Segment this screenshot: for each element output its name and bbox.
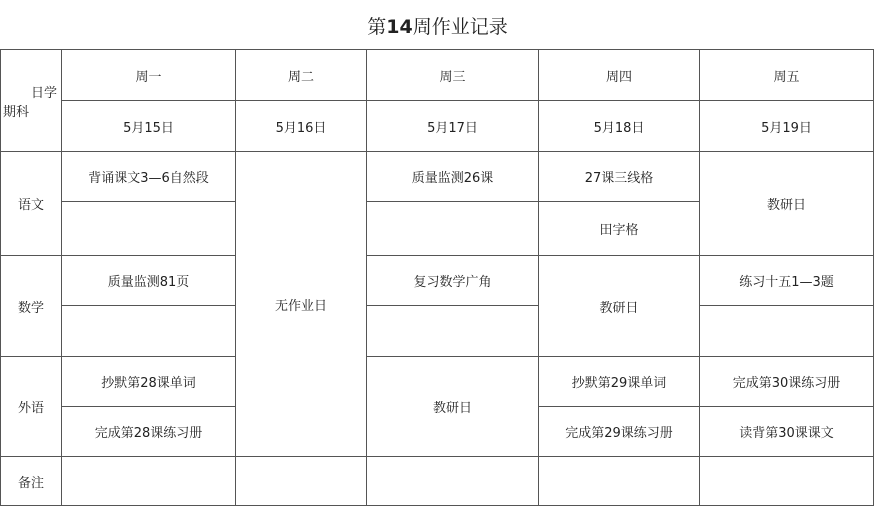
subject-english: 外语	[1, 357, 62, 457]
cell-mon-math-1: 质量监测81页	[62, 256, 236, 306]
subject-notes: 备注	[1, 457, 62, 506]
cell-mon-math-2	[62, 306, 236, 357]
cell-wed-english: 教研日	[367, 357, 539, 457]
cell-thu-chinese-2: 田字格	[539, 202, 700, 256]
cell-mon-chinese-2	[62, 202, 236, 256]
cell-mon-english-2: 完成第28课练习册	[62, 407, 236, 457]
corner-date-label: 期科	[3, 105, 30, 120]
subject-math: 数学	[1, 256, 62, 357]
page-title	[0, 12, 875, 39]
day-header-mon: 周一	[62, 50, 236, 101]
cell-thu-notes	[539, 457, 700, 506]
subject-chinese: 语文	[1, 152, 62, 256]
date-mon: 5月15日	[62, 101, 236, 152]
cell-wed-chinese-2	[367, 202, 539, 256]
cell-fri-english-1: 完成第30课练习册	[700, 357, 874, 407]
date-thu: 5月18日	[539, 101, 700, 152]
title-suffix: 周作业记录	[412, 16, 508, 38]
day-header-fri: 周五	[700, 50, 874, 101]
cell-thu-english-1: 抄默第29课单词	[539, 357, 700, 407]
cell-wed-chinese-1: 质量监测26课	[367, 152, 539, 202]
cell-fri-math-2	[700, 306, 874, 357]
cell-thu-chinese-1: 27课三线格	[539, 152, 700, 202]
cell-tue-all: 无作业日	[236, 152, 367, 457]
cell-mon-chinese-1: 背诵课文3—6自然段	[62, 152, 236, 202]
date-fri: 5月19日	[700, 101, 874, 152]
cell-thu-english-2: 完成第29课练习册	[539, 407, 700, 457]
day-header-wed: 周三	[367, 50, 539, 101]
corner-header-cell	[1, 50, 62, 152]
day-header-tue: 周二	[236, 50, 367, 101]
date-wed: 5月17日	[367, 101, 539, 152]
cell-wed-notes	[367, 457, 539, 506]
homework-table	[0, 49, 874, 506]
cell-mon-notes	[62, 457, 236, 506]
day-header-thu: 周四	[539, 50, 700, 101]
cell-fri-notes	[700, 457, 874, 506]
date-tue: 5月16日	[236, 101, 367, 152]
cell-fri-chinese: 教研日	[700, 152, 874, 256]
cell-tue-notes	[236, 457, 367, 506]
cell-fri-math-1: 练习十五1—3题	[700, 256, 874, 306]
cell-wed-math-2	[367, 306, 539, 357]
corner-subject-label: 日学	[30, 86, 57, 101]
cell-wed-math-1: 复习数学广角	[367, 256, 539, 306]
cell-thu-math: 教研日	[539, 256, 700, 357]
title-prefix: 第	[367, 16, 387, 38]
cell-fri-english-2: 读背第30课课文	[700, 407, 874, 457]
title-week-number: 14	[386, 16, 413, 38]
cell-mon-english-1: 抄默第28课单词	[62, 357, 236, 407]
